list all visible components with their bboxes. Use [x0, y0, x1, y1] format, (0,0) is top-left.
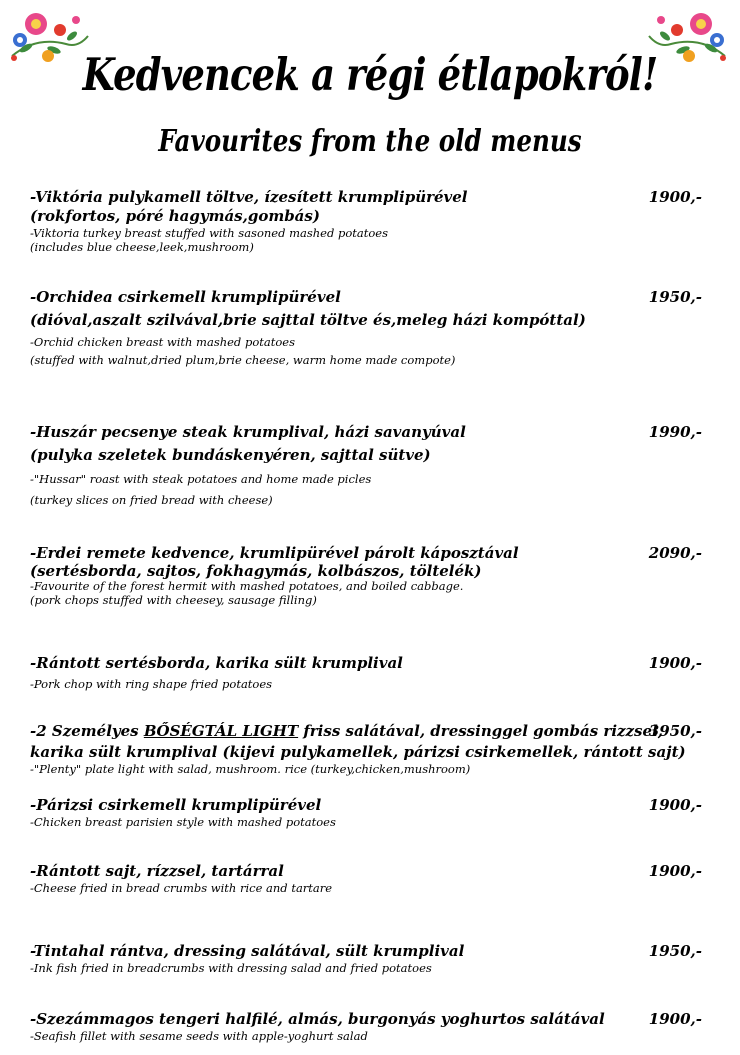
- dish-english: -"Plenty" plate light with salad, mushroom. rice (turkey,chicken,mushroom): [30, 762, 471, 776]
- dish-english: -Ink fish fried in breadcrumbs with dressing salad and fried potatoes: [30, 961, 432, 975]
- dish-name: -2 Személyes BŐSÉGTÁL LIGHT friss salátával, dressinggel gombás rizzsel,: [30, 722, 663, 740]
- dish-english: -Chicken breast parisien style with mashed potatoes: [30, 815, 336, 829]
- menu-item: [30, 288, 720, 367]
- dish-name: -Huszár pecsenye steak krumplival, házi savanyúval: [30, 423, 466, 441]
- dish-price: 1900,-: [648, 796, 702, 814]
- dish-details: karika sült krumplival (kijevi pulykamellek, párizsi csirkemellek, rántott sajt): [30, 743, 686, 761]
- menu-item: [30, 722, 720, 776]
- menu-item: [30, 188, 720, 254]
- menu-item: [30, 796, 720, 829]
- dish-name: -Párizsi csirkemell krumplipürével: [30, 796, 322, 814]
- menu-item: [30, 862, 720, 895]
- dish-name: -Tintahal rántva, dressing salátával, sült krumplival: [30, 942, 465, 960]
- dish-price: 3950,-: [648, 722, 702, 740]
- dish-price: 1900,-: [648, 862, 702, 880]
- dish-details: (sertésborda, sajtos, fokhagymás, kolbászos, töltelék): [30, 562, 482, 580]
- menu-item: [30, 423, 720, 507]
- dish-english: -"Hussar" roast with steak potatoes and home made picles: [30, 472, 372, 486]
- dish-price: 1950,-: [648, 942, 702, 960]
- dish-english-details: (turkey slices on fried bread with cheese): [30, 493, 273, 507]
- page-title: Kedvencek a régi étlapokról!: [82, 48, 658, 101]
- dish-price: 1990,-: [648, 423, 702, 441]
- dish-price: 2090,-: [648, 544, 702, 562]
- dish-name: -Orchidea csirkemell krumplipürével: [30, 288, 341, 306]
- dish-details: (rokfortos, póré hagymás,gombás): [30, 207, 320, 225]
- dish-price: 1900,-: [648, 654, 702, 672]
- menu-item: [30, 942, 720, 975]
- dish-name: -Erdei remete kedvence, krumlipürével párolt káposztával: [30, 544, 519, 562]
- menu-item: [30, 544, 720, 607]
- dish-details: (pulyka szeletek bundáskenyéren, sajttal sütve): [30, 446, 431, 464]
- dish-english: -Seafish fillet with sesame seeds with apple-yoghurt salad: [30, 1029, 368, 1043]
- page-subtitle: Favourites from the old menus: [158, 124, 582, 159]
- dish-details: (dióval,aszalt szilvával,brie sajttal töltve és,meleg házi kompóttal): [30, 311, 586, 329]
- dish-english: -Pork chop with ring shape fried potatoes: [30, 677, 273, 691]
- dish-name: -Viktória pulykamell töltve, ízesített krumplipürével: [30, 188, 468, 206]
- dish-english-details: (includes blue cheese,leek,mushroom): [30, 240, 254, 254]
- menu-item: [30, 654, 720, 691]
- dish-price: 1950,-: [648, 288, 702, 306]
- dish-price: 1900,-: [648, 188, 702, 206]
- dish-english: -Viktoria turkey breast stuffed with sasoned mashed potatoes: [30, 226, 389, 240]
- dish-english: -Favourite of the forest hermit with mashed potatoes, and boiled cabbage.: [30, 579, 464, 593]
- menu-item: [30, 1010, 720, 1043]
- dish-english: -Orchid chicken breast with mashed potatoes: [30, 335, 295, 349]
- dish-price: 1900,-: [648, 1010, 702, 1028]
- dish-english: -Cheese fried in bread crumbs with rice and tartare: [30, 881, 333, 895]
- dish-english-details: (stuffed with walnut,dried plum,brie cheese, warm home made compote): [30, 353, 456, 367]
- dish-name: -Szezámmagos tengeri halfilé, almás, burgonyás yoghurtos salátával: [30, 1010, 605, 1028]
- dish-name: -Rántott sertésborda, karika sült krumplival: [30, 654, 403, 672]
- dish-name: -Rántott sajt, rízzsel, tartárral: [30, 862, 284, 880]
- dish-english-details: (pork chops stuffed with cheesey, sausage filling): [30, 593, 317, 607]
